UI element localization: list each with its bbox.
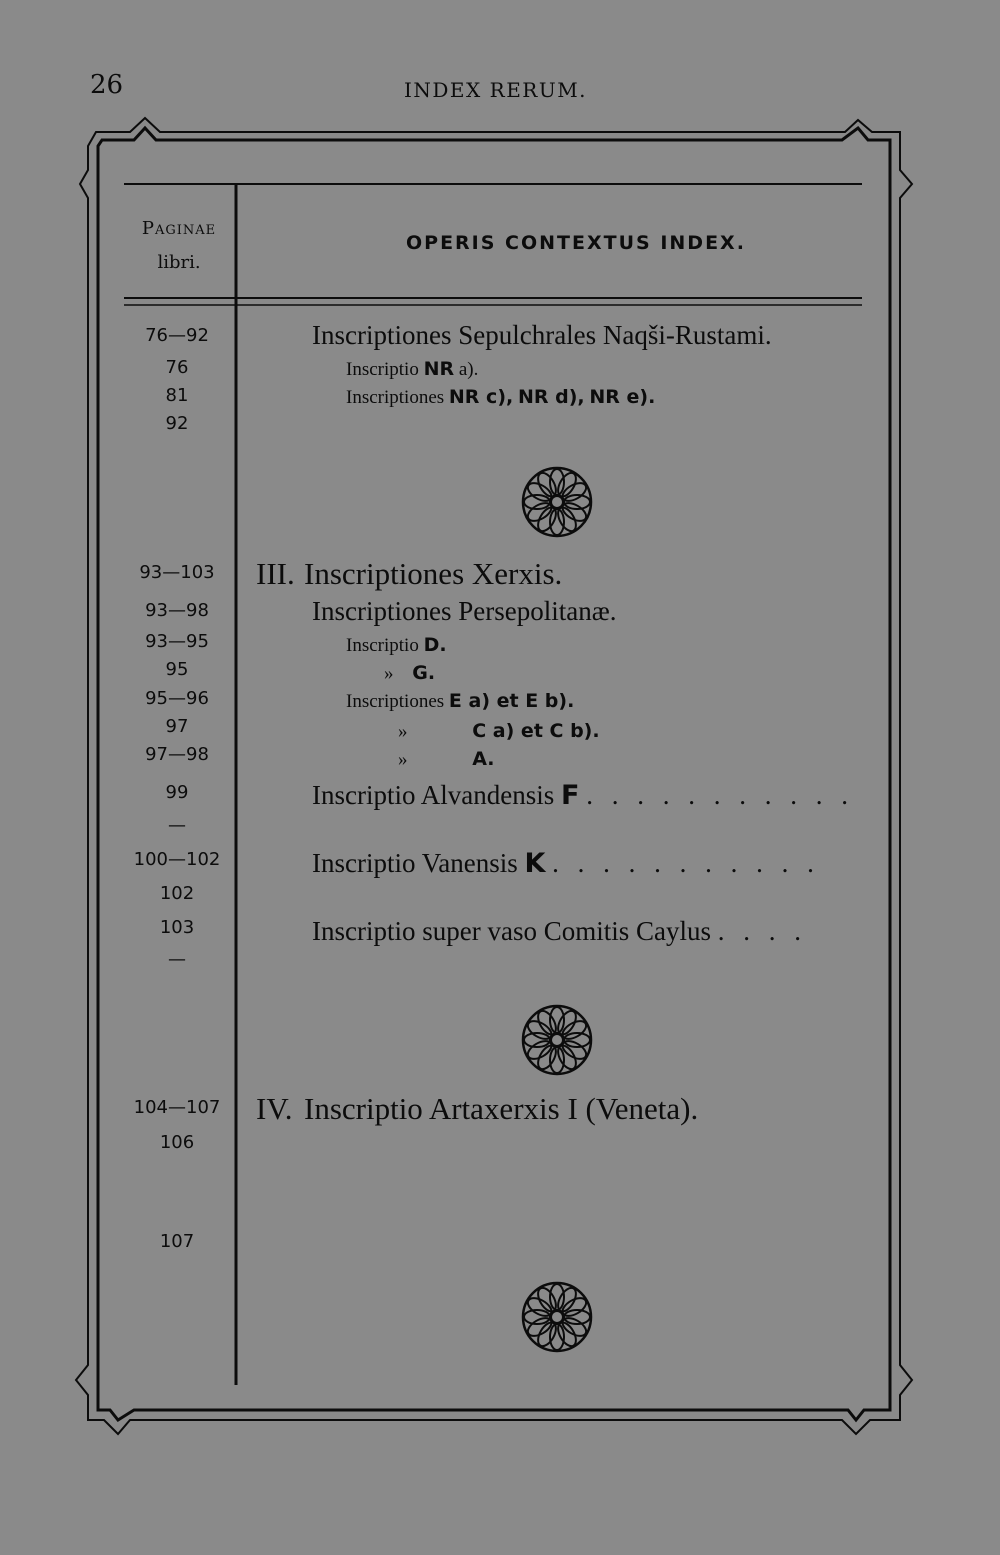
contents-column-header: OPERIS CONTEXTUS INDEX. [406,232,746,254]
page-ref: 107 [159,1231,195,1252]
siglum: G. [412,662,436,684]
page-ref: 93—103 [139,562,215,583]
entry-vanensis [312,848,820,879]
section-numeral: IV. [256,1091,293,1126]
entry-d [346,634,447,657]
page-ref: 92 [165,413,189,434]
page-ref: 100—102 [133,849,221,870]
entry-nr-a [346,358,478,381]
entry-label: Inscriptio super vaso Comitis Caylus [312,916,711,946]
page-ref: 102 [159,883,195,904]
dot-leader: . . . . [717,916,807,946]
pages-header-line1: Paginae [141,218,217,239]
entry-alvandensis [312,780,854,811]
siglum: K [524,848,546,879]
page-ref: 93—98 [145,600,209,621]
ditto-mark: » [384,663,394,684]
entry-c [398,720,600,743]
page-ref: 103 [159,917,195,938]
page-ref: — [168,815,186,836]
entry-a [398,748,495,771]
entry-label: Inscriptio [346,359,419,380]
siglum-suffix: a). [458,359,479,380]
section-heading-xerxis [256,556,562,592]
siglum: A. [472,748,495,770]
entry-label: Inscriptiones [346,387,445,408]
section-title: Inscriptio Artaxerxis I (Veneta). [304,1091,699,1126]
entry-persepolitanae: Inscriptiones Persepolitanæ. [312,596,617,626]
section-heading-artaxerxis [256,1091,698,1127]
page-ref: 95 [165,659,189,680]
dot-leader: . . . . . . . . . . . [552,848,820,878]
entry-nr-cde [346,386,655,409]
entry-g [384,662,435,685]
dot-leader: . . . . . . . . . . . [586,780,854,810]
page-ref: 106 [159,1132,195,1153]
siglum: D. [423,634,447,656]
rosette-ornament-icon [519,1002,595,1078]
page-ref: 76 [165,357,189,378]
running-head: INDEX RERUM. [404,78,588,102]
page-ref: 95—96 [145,688,209,709]
siglum: E a) et E b). [448,690,575,712]
siglum: NR [423,358,455,380]
page-ref: — [168,949,186,970]
entry-caylus [312,916,807,947]
page-ref: 99 [165,782,189,803]
page-ref: 81 [165,385,189,406]
page-number: 26 [90,70,124,100]
entry-naqsi-rustami: Inscriptiones Sepulchrales Naqši-Rustami. [312,320,772,350]
section-numeral: III. [256,556,295,591]
page-ref: 93—95 [145,631,209,652]
page-ref: 97 [165,716,189,737]
siglum: C a) et C b). [472,720,600,742]
pages-header-line2: libri. [157,252,201,273]
ditto-mark: » [398,721,408,742]
rosette-ornament-icon [519,464,595,540]
page-ref: 76—92 [145,325,209,346]
entry-label: Inscriptiones [346,691,445,712]
siglum: NR e). [589,386,656,408]
siglum: NR d), [517,386,585,408]
entry-label: Inscriptio Vanensis [312,848,518,878]
siglum: NR c), [448,386,514,408]
pages-column-header [124,212,234,280]
siglum: F [560,780,580,811]
section-title: Inscriptiones Xerxis. [304,556,563,591]
page-ref: 97—98 [145,744,209,765]
entry-label: Inscriptio Alvandensis [312,780,555,810]
entry-e [346,690,574,713]
page-ref: 104—107 [133,1097,221,1118]
ditto-mark: » [398,749,408,770]
rosette-ornament-icon [519,1279,595,1355]
entry-label: Inscriptio [346,635,419,656]
